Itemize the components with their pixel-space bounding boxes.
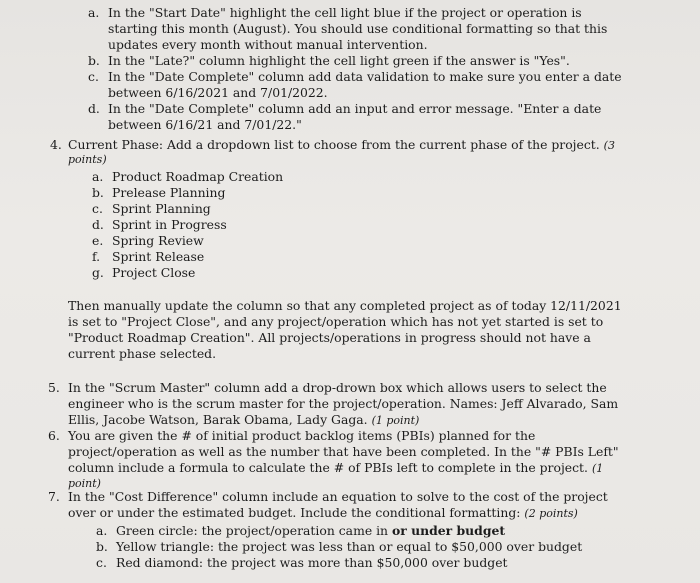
item-d-line-2: between 6/16/21 and 7/01/22." bbox=[108, 117, 302, 132]
phase-c-marker: c. bbox=[92, 201, 103, 216]
q6-points-open: (1 bbox=[591, 462, 604, 475]
item-d-line-1: In the "Date Complete" column add an input and error message. "Enter a date bbox=[108, 101, 602, 116]
item-a-line-3: updates every month without manual intervention. bbox=[108, 37, 428, 52]
q4-marker: 4. bbox=[50, 137, 62, 152]
q5-line-1: In the "Scrum Master" column add a drop-drown box which allows users to select the bbox=[68, 380, 607, 395]
item-c-line-1: In the "Date Complete" column add data validation to make sure you enter a date bbox=[108, 69, 622, 84]
item-a-line-1: In the "Start Date" highlight the cell light blue if the project or operation is bbox=[108, 5, 582, 20]
q4-text: Current Phase: Add a dropdown list to choose from the current phase of the project. bbox=[68, 137, 600, 152]
q7-line-2-text: over or under the estimated budget. Include the conditional formatting: bbox=[68, 505, 521, 520]
phase-d-text: Sprint in Progress bbox=[112, 217, 227, 232]
q7-sub-c-text: Red diamond: the project was more than $50,000 over budget bbox=[116, 555, 508, 570]
q7-line-2 bbox=[68, 505, 578, 521]
item-a-line-2: starting this month (August). You should use conditional formatting so that this bbox=[108, 21, 608, 36]
item-d-marker: d. bbox=[88, 101, 100, 116]
phase-e-text: Spring Review bbox=[112, 233, 204, 248]
q5-line-2: engineer who is the scrum master for the project/operation. Names: Jeff Alvarado, Sam bbox=[68, 396, 619, 411]
item-b-line-1: In the "Late?" column highlight the cell light green if the answer is "Yes". bbox=[108, 53, 570, 68]
phase-e-marker: e. bbox=[92, 233, 104, 248]
q7-sub-c-marker: c. bbox=[96, 555, 107, 570]
q6-marker: 6. bbox=[48, 428, 60, 443]
q7-sub-a-text bbox=[116, 523, 505, 538]
phase-f-marker: f. bbox=[92, 249, 101, 264]
q4-para-line-4: current phase selected. bbox=[68, 346, 217, 361]
q7-sub-a-pre: Green circle: the project/operation came in bbox=[116, 523, 392, 538]
q7-line-1: In the "Cost Difference" column include an equation to solve to the cost of the project bbox=[68, 489, 608, 504]
q5-points: (1 point) bbox=[371, 414, 420, 427]
q6-line-1: You are given the # of initial product backlog items (PBIs) planned for the bbox=[68, 428, 536, 443]
phase-f-text: Sprint Release bbox=[112, 249, 205, 264]
q4-para-line-2: is set to "Project Close", and any project/operation which has not yet started is set to bbox=[68, 314, 604, 329]
item-c-line-2: between 6/16/2021 and 7/01/2022. bbox=[108, 85, 328, 100]
q5-line-3-text: Ellis, Jacobe Watson, Barak Obama, Lady Gaga. bbox=[68, 412, 368, 427]
q6-line-3 bbox=[68, 460, 603, 476]
q7-marker: 7. bbox=[48, 489, 60, 504]
phase-b-marker: b. bbox=[92, 185, 104, 200]
phase-a-text: Product Roadmap Creation bbox=[112, 169, 284, 184]
phase-g-marker: g. bbox=[92, 265, 104, 280]
q6-line-2: project/operation as well as the number that have been completed. In the "# PBIs Left" bbox=[68, 444, 619, 459]
q7-sub-b-text: Yellow triangle: the project was less than or equal to $50,000 over budget bbox=[116, 539, 583, 554]
q7-sub-a-marker: a. bbox=[96, 523, 108, 538]
q5-line-3 bbox=[68, 412, 419, 428]
q6-points-close: point) bbox=[68, 477, 101, 490]
phase-b-text: Prelease Planning bbox=[112, 185, 226, 200]
q5-marker: 5. bbox=[48, 380, 60, 395]
q4-line-1 bbox=[68, 137, 615, 153]
q4-para-line-3: "Product Roadmap Creation". All projects/operations in progress should not have a bbox=[68, 330, 591, 345]
q4-points-open: (3 bbox=[603, 139, 615, 152]
phase-d-marker: d. bbox=[92, 217, 104, 232]
phase-c-text: Sprint Planning bbox=[112, 201, 211, 216]
q6-line-3-text: column include a formula to calculate the # of PBIs left to complete in the project. bbox=[68, 460, 588, 475]
phase-g-text: Project Close bbox=[112, 265, 196, 280]
item-a-marker: a. bbox=[88, 5, 100, 20]
item-c-marker: c. bbox=[88, 69, 99, 84]
item-b-marker: b. bbox=[88, 53, 100, 68]
q4-points-close: points) bbox=[68, 153, 107, 166]
q7-points: (2 points) bbox=[524, 507, 578, 520]
q7-sub-b-marker: b. bbox=[96, 539, 108, 554]
q4-para-line-1: Then manually update the column so that any completed project as of today 12/11/2021 bbox=[68, 298, 622, 313]
phase-a-marker: a. bbox=[92, 169, 104, 184]
q7-sub-a-bold: or under budget bbox=[391, 523, 506, 538]
